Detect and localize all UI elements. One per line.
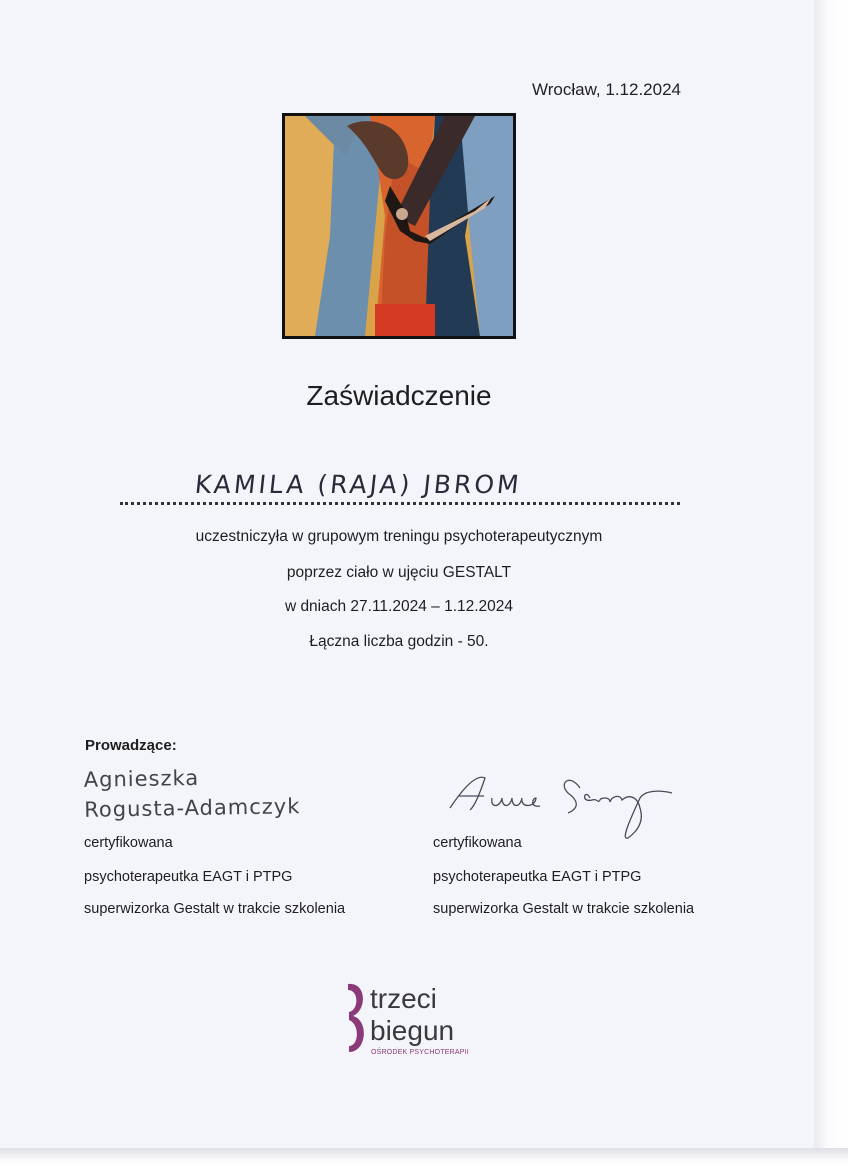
logo-wordmark	[370, 983, 454, 1047]
participant-name-handwritten: KAMILA (RAJA) JBROM	[193, 470, 524, 499]
leader-1-role-line3: superwizorka Gestalt w trakcie szkolenia	[84, 901, 346, 917]
body-line-4: Łączna liczba godzin - 50.	[309, 633, 489, 650]
issue-date: Wrocław, 1.12.2024	[532, 80, 681, 99]
body-line-1: uczestniczyła w grupowym treningu psychoterapeutycznym	[195, 528, 603, 545]
leader-1-signature-line1: Agnieszka	[83, 765, 200, 792]
leader-2-role-line3: superwizorka Gestalt w trakcie szkolenia	[433, 901, 695, 917]
trzeci-biegun-logo-mark	[345, 980, 369, 1056]
leader-1-role-line2: psychoterapeutka EAGT i PTPG	[84, 869, 293, 885]
logo-subtitle: OŚRODEK PSYCHOTERAPII	[371, 1049, 469, 1056]
document-title: Zaświadczenie	[306, 380, 492, 411]
logo-line1: trzeci	[370, 983, 437, 1014]
leaders-label: Prowadzące:	[85, 737, 177, 754]
body-line-3: w dniach 27.11.2024 – 1.12.2024	[284, 598, 514, 615]
leader-1-signature-line2: Rogusta-Adamczyk	[84, 794, 301, 822]
leader-1-signature	[83, 761, 300, 825]
leader-2-role-line1: certyfikowana	[433, 835, 522, 851]
artwork-image	[282, 113, 516, 339]
body-line-2: poprzez ciało w ujęciu GESTALT	[286, 564, 512, 581]
leader-2-role-line2: psychoterapeutka EAGT i PTPG	[433, 869, 642, 885]
name-dotted-line	[120, 502, 680, 505]
leader-1-role-line1: certyfikowana	[84, 835, 173, 851]
scan-edge-bottom	[0, 1148, 848, 1168]
logo-line2: biegun	[370, 1015, 455, 1046]
scan-edge-right	[814, 0, 848, 1168]
